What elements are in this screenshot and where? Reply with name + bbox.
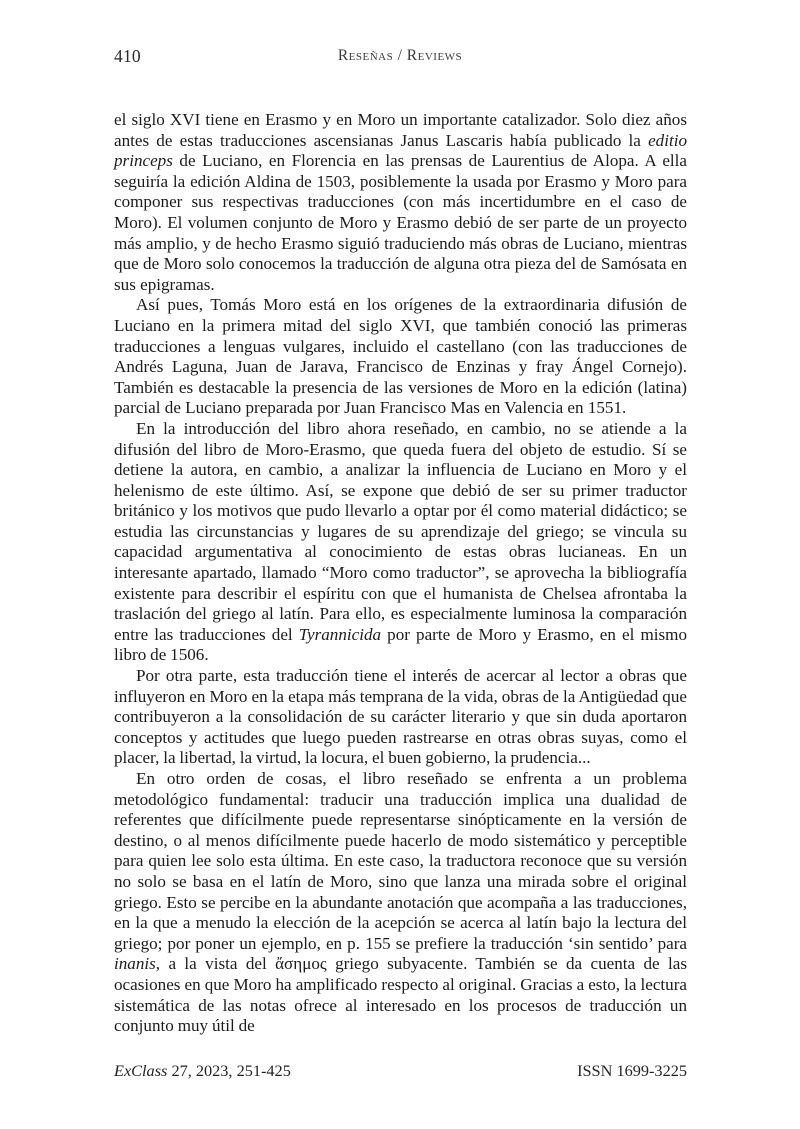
text-run: En otro orden de cosas, el libro reseñado se enfrenta a un problema metodológico fundamental: traducir una traducción implica una dualidad de referentes que difícilmente puede representarse sinópticamente en la versión de destino, o al menos difícilmente puede hacerlo de modo sistemático y perceptible para quien lee solo esta última. En este caso, la traductora reconoce que su versión no solo se basa en el latín de Moro, sino que lanza una mirada sobre el original griego. Esto se percibe en la abundante anotación que acompaña a las traducciones, en la que a menudo la elección de la acepción se acerca al latín bajo la lectura del griego; por poner un ejemplo, en p. 155 se prefiere la traducción ‘sin sentido’ para [114,769,687,953]
body-paragraph [114,419,687,666]
text-run: el siglo XVI tiene en Erasmo y en Moro un importante catalizador. Solo diez años antes de estas traducciones ascensianas Janus Lascaris había publicado la [114,110,687,150]
italic-term: inanis [114,954,156,974]
citation-detail: 27, 2023, 251-425 [167,1061,291,1080]
page-footer [114,1059,687,1083]
text-run: griego subyacente. También se da cuenta de las ocasiones en que Moro ha amplificado respecto al original. Gracias a esto, la lectura sistemática de las notas ofrece al interesado en los procesos de traducción un conjunto muy útil de [114,954,688,1036]
text-run: Por otra parte, esta traducción tiene el interés de acercar al lector a obras que influyeron en Moro en la etapa más temprana de la vida, obras de la Antigüedad que contribuyeron a la consolidación de su carácter literario y que sin duda aportaron conceptos y actitudes que luego pueden rastrearse en otras obras suyas, como el placer, la libertad, la virtud, la locura, el buen gobierno, la prudencia... [114,666,687,768]
body-paragraph [114,769,687,1037]
body-paragraph [114,110,687,295]
body-paragraph [114,666,687,769]
italic-term: Tyrannicida [298,624,382,644]
text-run: de Luciano, en Florencia en las prensas de Laurentius de Alopa. A ella seguiría la edición Aldina de 1503, posiblemente la usada por Erasmo y Moro para componer sus respectivas traducciones (con más incertidumbre en el caso de Moro). El volumen conjunto de Moro y Erasmo debió de ser parte de un proyecto más amplio, y de hecho Erasmo siguió traduciendo más obras de Luciano, mientras que de Moro solo conocemos la traducción de alguna otra pieza del de Samósata en sus epigramas. [114,151,687,294]
body-text-block [114,110,687,1037]
text-run: Así pues, Tomás Moro está en los orígenes de la extraordinaria difusión de Luciano en la primera mitad del siglo XVI, que también conoció las primeras traducciones a lenguas vulgares, incluido el castellano (con las traducciones de Andrés Laguna, Juan de Jarava, Francisco de Enzinas y fray Ángel Cornejo). También es destacable la presencia de las versiones de Moro en la edición (latina) parcial de Luciano preparada por Juan Francisco Mas en Valencia en 1551. [114,295,687,418]
italic-term: editio princeps [114,130,687,171]
journal-title: ExClass [114,1061,168,1080]
footer-issn: ISSN 1699-3225 [577,1061,687,1080]
greek-term: ἄσημος [275,954,327,974]
running-head [114,44,686,68]
text-run: , a la vista del [155,954,276,974]
text-run: En la introducción del libro ahora reseñado, en cambio, no se atiende a la difusión del libro de Moro-Erasmo, que queda fuera del objeto de estudio. Sí se detiene la autora, en cambio, a analizar la influencia de Luciano en Moro y el helenismo de este último. Así, se expone que debió de ser su primer traductor británico y los motivos que pudo llevarlo a optar por él como material didáctico; se estudia las circunstancias y lugares de su aprendizaje del griego; se vincula su capacidad argumentativa al conocimiento de estas obras lucianeas. En un interesante apartado, llamado “Moro como traductor”, se aprovecha la bibliografía existente para describir el espíritu con que el humanista de Chelsea afrontaba la traslación del griego al latín. Para ello, es especialmente luminosa la comparación entre las traducciones del [114,418,687,644]
page-number: 410 [114,46,141,66]
running-head-title: Reseñas / Reviews [337,47,463,64]
footer-citation [114,1059,291,1083]
text-run: por parte de Moro y Erasmo, en el mismo libro de 1506. [114,624,687,665]
body-paragraph [114,295,687,419]
